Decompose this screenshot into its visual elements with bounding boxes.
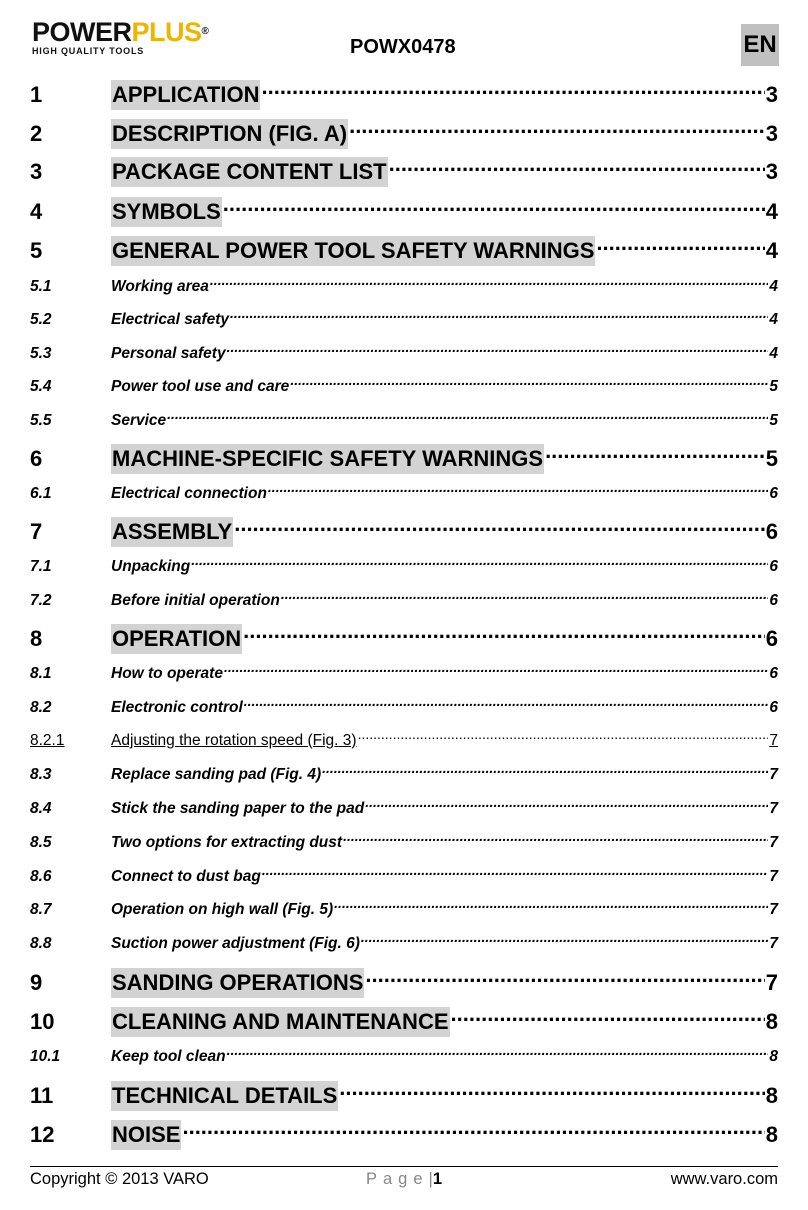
toc-entry[interactable] bbox=[30, 859, 778, 885]
toc-entry-page: 4 bbox=[769, 278, 778, 295]
toc-entry[interactable] bbox=[30, 111, 778, 146]
toc-entry[interactable] bbox=[30, 336, 778, 362]
toc-entry-title[interactable]: Connect to dust bag bbox=[111, 868, 261, 885]
logo-plus-text: PLUS bbox=[131, 17, 202, 47]
toc-entry-number: 8.2 bbox=[30, 699, 52, 716]
toc-dot-leader bbox=[334, 892, 768, 914]
toc-entry-title[interactable]: Two options for extracting dust bbox=[111, 834, 343, 851]
copyright-text: Copyright © 2013 VARO bbox=[30, 1170, 209, 1188]
toc-entry-number: 5.2 bbox=[30, 311, 52, 328]
toc-entry-number: 8.1 bbox=[30, 665, 52, 682]
toc-entry-number: 8.2.1 bbox=[30, 732, 65, 749]
toc-entry-page: 3 bbox=[765, 159, 778, 184]
toc-entry[interactable] bbox=[30, 583, 778, 609]
toc-dot-leader bbox=[227, 1039, 769, 1061]
logo-power-text: POWER bbox=[32, 17, 132, 47]
toc-dot-leader bbox=[343, 825, 768, 847]
toc-dot-leader bbox=[290, 369, 768, 391]
toc-entry[interactable] bbox=[30, 723, 778, 749]
toc-entry[interactable] bbox=[30, 926, 778, 952]
toc-entry-page: 6 bbox=[769, 592, 778, 609]
toc-entry-title[interactable]: Operation on high wall (Fig. 5) bbox=[111, 901, 334, 918]
toc-entry-title[interactable]: Stick the sanding paper to the pad bbox=[111, 800, 365, 817]
toc-dot-leader bbox=[230, 302, 768, 324]
toc-entry-title[interactable]: SANDING OPERATIONS bbox=[111, 968, 364, 998]
toc-dot-leader bbox=[224, 656, 768, 678]
toc-entry[interactable] bbox=[30, 403, 778, 429]
logo-wordmark bbox=[32, 18, 208, 46]
toc-entry-number: 4 bbox=[30, 199, 43, 224]
toc-dot-leader bbox=[244, 690, 769, 712]
toc-entry-title[interactable]: Unpacking bbox=[111, 558, 191, 575]
toc-dot-leader bbox=[182, 1112, 764, 1142]
toc-entry-page: 7 bbox=[769, 935, 778, 952]
toc-entry-number: 8.8 bbox=[30, 935, 52, 952]
toc-entry-title[interactable]: Service bbox=[111, 412, 167, 429]
toc-entry-number: 5.4 bbox=[30, 378, 52, 395]
toc-entry-page: 6 bbox=[765, 626, 778, 651]
toc-entry-number: 8.4 bbox=[30, 800, 52, 817]
toc-entry-title[interactable]: How to operate bbox=[111, 665, 223, 682]
toc-dot-leader bbox=[243, 616, 765, 646]
toc-entry[interactable] bbox=[30, 999, 778, 1034]
language-badge: EN bbox=[741, 24, 779, 66]
toc-entry-number: 7.2 bbox=[30, 592, 52, 609]
toc-entry[interactable] bbox=[30, 1073, 778, 1108]
toc-entry-title[interactable]: DESCRIPTION (FIG. A) bbox=[111, 119, 348, 149]
toc-entry-page: 7 bbox=[769, 868, 778, 885]
toc-entry-title[interactable]: Electronic control bbox=[111, 699, 243, 716]
toc-dot-leader bbox=[167, 403, 768, 425]
toc-dot-leader bbox=[191, 549, 768, 571]
toc-entry-number: 5.1 bbox=[30, 278, 52, 295]
toc-entry-number: 3 bbox=[30, 159, 43, 184]
toc-entry-page: 7 bbox=[765, 970, 778, 995]
toc-entry-page: 6 bbox=[769, 699, 778, 716]
toc-entry[interactable] bbox=[30, 369, 778, 395]
toc-dot-leader bbox=[262, 859, 769, 881]
toc-entry-number: 9 bbox=[30, 970, 43, 995]
toc-entry-number: 5 bbox=[30, 238, 43, 263]
toc-entry-number: 10 bbox=[30, 1009, 55, 1034]
powerplus-logo bbox=[32, 18, 208, 56]
toc-entry[interactable] bbox=[30, 72, 778, 107]
toc-dot-leader bbox=[281, 583, 769, 605]
toc-dot-leader bbox=[389, 149, 765, 179]
toc-dot-leader bbox=[358, 723, 769, 745]
toc-entry[interactable] bbox=[30, 228, 778, 263]
toc-entry-page: 4 bbox=[765, 238, 778, 263]
toc-entry-page: 7 bbox=[769, 834, 778, 851]
toc-dot-leader bbox=[349, 111, 765, 141]
toc-entry-title[interactable]: APPLICATION bbox=[111, 80, 260, 110]
page-indicator bbox=[366, 1170, 442, 1189]
toc-dot-leader bbox=[596, 228, 764, 258]
toc-entry[interactable] bbox=[30, 269, 778, 295]
toc-dot-leader bbox=[545, 436, 765, 466]
toc-entry-page: 4 bbox=[769, 311, 778, 328]
toc-entry[interactable] bbox=[30, 1112, 778, 1147]
toc-dot-leader bbox=[361, 926, 769, 948]
toc-entry-page: 3 bbox=[765, 82, 778, 107]
toc-entry-page: 7 bbox=[769, 732, 778, 749]
registered-mark: ® bbox=[201, 26, 209, 37]
toc-entry-title[interactable]: Working area bbox=[111, 278, 209, 295]
toc-entry-page: 7 bbox=[769, 766, 778, 783]
toc-entry[interactable] bbox=[30, 791, 778, 817]
toc-entry-page: 6 bbox=[769, 665, 778, 682]
toc-entry-number: 2 bbox=[30, 121, 43, 146]
toc-entry-number: 11 bbox=[30, 1083, 54, 1108]
toc-entry-title[interactable]: Replace sanding pad (Fig. 4) bbox=[111, 766, 322, 783]
page-label: Page bbox=[366, 1170, 429, 1188]
toc-entry-page: 5 bbox=[769, 412, 778, 429]
toc-entry-number: 8.6 bbox=[30, 868, 52, 885]
footer-divider bbox=[30, 1166, 778, 1167]
toc-entry[interactable] bbox=[30, 690, 778, 716]
toc-entry-number: 10.1 bbox=[30, 1048, 61, 1065]
toc-entry-number: 5.5 bbox=[30, 412, 52, 429]
toc-entry[interactable] bbox=[30, 149, 778, 184]
page-footer bbox=[30, 1170, 778, 1194]
toc-entry-title[interactable]: Electrical connection bbox=[111, 485, 267, 502]
toc-entry-number: 1 bbox=[30, 82, 43, 107]
toc-entry-number: 5.3 bbox=[30, 345, 52, 362]
toc-entry-title[interactable]: PACKAGE CONTENT LIST bbox=[111, 157, 388, 187]
toc-entry-number: 6 bbox=[30, 446, 43, 471]
toc-entry-title[interactable]: Power tool use and care bbox=[111, 378, 290, 395]
toc-entry-number: 8.3 bbox=[30, 766, 52, 783]
toc-entry[interactable] bbox=[30, 302, 778, 328]
page-separator: | bbox=[428, 1170, 433, 1188]
toc-entry-page: 7 bbox=[769, 901, 778, 918]
toc-entry-title[interactable]: Before initial operation bbox=[111, 592, 280, 609]
toc-dot-leader bbox=[223, 189, 765, 219]
toc-entry-title[interactable]: Electrical safety bbox=[111, 311, 230, 328]
toc-entry[interactable] bbox=[30, 549, 778, 575]
toc-entry-title[interactable]: Keep tool clean bbox=[111, 1048, 226, 1065]
toc-entry-title[interactable]: GENERAL POWER TOOL SAFETY WARNINGS bbox=[111, 236, 595, 266]
logo-tagline: HIGH QUALITY TOOLS bbox=[32, 46, 145, 56]
toc-dot-leader bbox=[365, 960, 764, 990]
toc-dot-leader bbox=[268, 476, 768, 498]
toc-entry-number: 7 bbox=[30, 519, 43, 544]
toc-entry-number: 12 bbox=[30, 1122, 55, 1147]
toc-entry-page: 6 bbox=[769, 558, 778, 575]
toc-entry[interactable] bbox=[30, 892, 778, 918]
toc-entry-number: 7.1 bbox=[30, 558, 52, 575]
page-header bbox=[0, 0, 808, 70]
toc-entry-page: 7 bbox=[769, 800, 778, 817]
toc-entry-number: 8.7 bbox=[30, 901, 52, 918]
toc-entry[interactable] bbox=[30, 616, 778, 651]
toc-entry-title[interactable]: NOISE bbox=[111, 1120, 181, 1150]
toc-entry-page: 8 bbox=[765, 1083, 778, 1108]
toc-dot-leader bbox=[365, 791, 768, 813]
toc-entry[interactable] bbox=[30, 825, 778, 851]
toc-entry-number: 6.1 bbox=[30, 485, 52, 502]
toc-entry[interactable] bbox=[30, 476, 778, 502]
toc-entry-title[interactable]: Adjusting the rotation speed (Fig. 3) bbox=[111, 732, 357, 749]
toc-entry-title[interactable]: Personal safety bbox=[111, 345, 226, 362]
toc-dot-leader bbox=[451, 999, 765, 1029]
toc-entry-number: 8.5 bbox=[30, 834, 52, 851]
toc-entry-page: 6 bbox=[769, 485, 778, 502]
toc-dot-leader bbox=[234, 509, 765, 539]
toc-entry-title[interactable]: CLEANING AND MAINTENANCE bbox=[111, 1007, 450, 1037]
toc-entry-page: 8 bbox=[765, 1122, 778, 1147]
toc-entry-page: 8 bbox=[769, 1048, 778, 1065]
toc-entry-page: 4 bbox=[765, 199, 778, 224]
page-number: 1 bbox=[432, 1170, 443, 1188]
toc-entry-title[interactable]: TECHNICAL DETAILS bbox=[111, 1081, 338, 1111]
toc-entry-page: 8 bbox=[765, 1009, 778, 1034]
toc-dot-leader bbox=[339, 1073, 764, 1103]
website-link[interactable]: www.varo.com bbox=[670, 1170, 778, 1188]
toc-dot-leader bbox=[210, 269, 768, 291]
toc-entry-title[interactable]: SYMBOLS bbox=[111, 197, 222, 227]
toc-entry-title[interactable]: MACHINE-SPECIFIC SAFETY WARNINGS bbox=[111, 444, 544, 474]
toc-entry-page: 3 bbox=[765, 121, 778, 146]
toc-entry[interactable] bbox=[30, 960, 778, 995]
toc-entry-page: 5 bbox=[769, 378, 778, 395]
toc-entry[interactable] bbox=[30, 189, 778, 224]
toc-entry-title[interactable]: OPERATION bbox=[111, 624, 242, 654]
toc-dot-leader bbox=[261, 72, 764, 102]
toc-dot-leader bbox=[227, 336, 769, 358]
model-number: POWX0478 bbox=[350, 36, 456, 58]
toc-entry-page: 6 bbox=[765, 519, 778, 544]
toc-entry-title[interactable]: Suction power adjustment (Fig. 6) bbox=[111, 935, 360, 952]
toc-entry-title[interactable]: ASSEMBLY bbox=[111, 517, 233, 547]
toc-entry-page: 4 bbox=[769, 345, 778, 362]
toc-entry[interactable] bbox=[30, 757, 778, 783]
toc-entry[interactable] bbox=[30, 436, 778, 471]
toc-entry[interactable] bbox=[30, 1039, 778, 1065]
toc-dot-leader bbox=[322, 757, 768, 779]
toc-entry[interactable] bbox=[30, 509, 778, 544]
toc-entry[interactable] bbox=[30, 656, 778, 682]
toc-entry-page: 5 bbox=[765, 446, 778, 471]
toc-entry-number: 8 bbox=[30, 626, 43, 651]
